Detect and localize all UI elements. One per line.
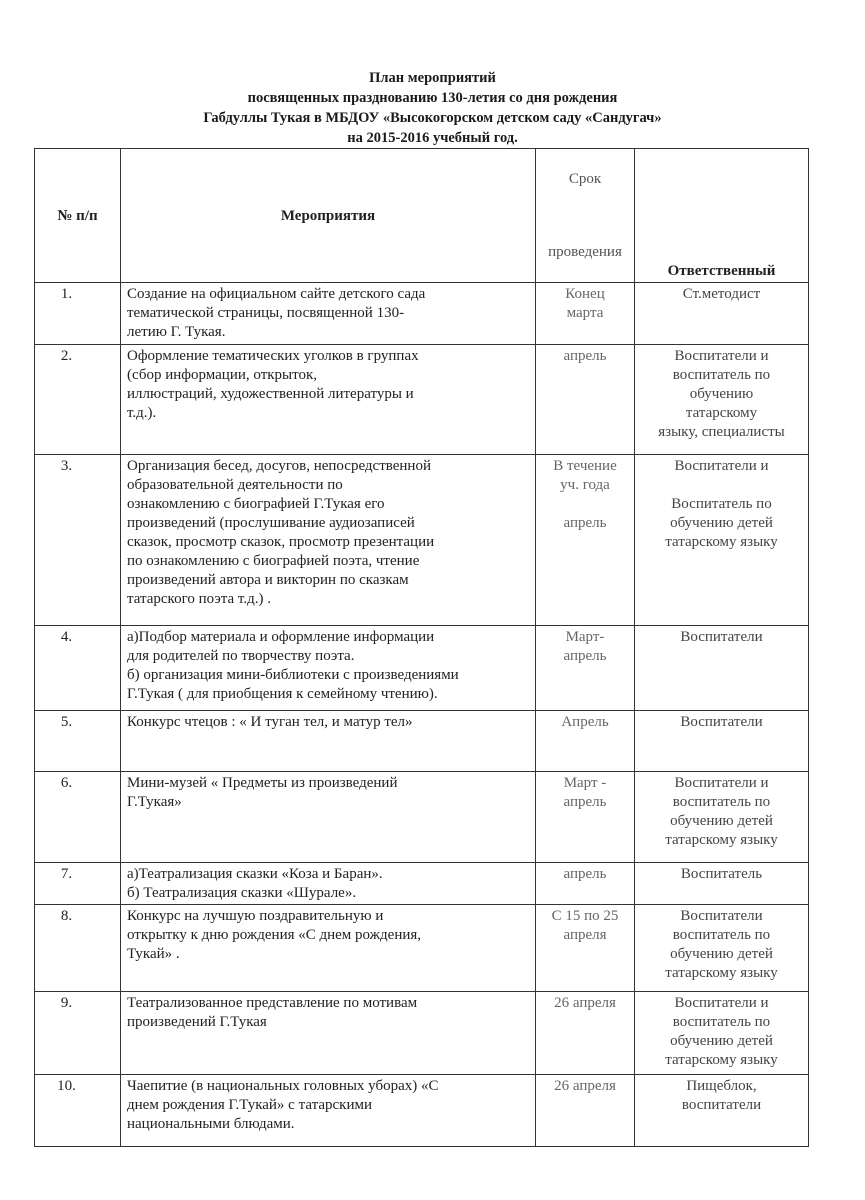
title-line-2: посвященных празднованию 130-летия со дня рождения: [247, 90, 618, 106]
table-row: [35, 992, 809, 1075]
table-row: [35, 1075, 809, 1147]
table-row: [35, 772, 809, 863]
row-term: Конец марта: [536, 283, 635, 345]
table-row: [35, 345, 809, 455]
table-row: [35, 863, 809, 905]
table-row: [35, 455, 809, 626]
row-term: Март - апрель: [536, 772, 635, 863]
row-event: Мини-музей « Предметы из произведений Г.Тукая»: [121, 772, 536, 863]
row-event: а)Подбор материала и оформление информации для родителей по творчеству поэта. б) организация мини-библиотеки с произведениями Г.Тукая ( для приобщения к семейному чтению).: [121, 626, 536, 711]
row-number: 1.: [35, 283, 121, 345]
header-term-bottom: проведения: [548, 244, 622, 260]
title-line-1: План мероприятий: [369, 70, 496, 86]
row-event: Оформление тематических уголков в группах (сбор информации, открыток, иллюстраций, художественной литературы и т.д.).: [121, 345, 536, 455]
row-number: 2.: [35, 345, 121, 455]
row-event: Организация бесед, досугов, непосредственной образовательной деятельности по ознакомлению с биографией Г.Тукая его произведений (прослушивание аудиозаписей сказок, просмотр сказок, просмотр презентации по ознакомлению с биографией поэта, чтение произведений автора и викторин по сказкам татарского поэта т.д.) .: [121, 455, 536, 626]
row-event: Конкурс на лучшую поздравительную и открытку к дню рождения «С днем рождения, Тукай» .: [121, 905, 536, 992]
row-responsible: Воспитатели: [635, 626, 809, 711]
row-number: 7.: [35, 863, 121, 905]
title-line-3: Габдуллы Тукая в МБДОУ «Высокогорском детском саду «Сандугач»: [203, 110, 662, 126]
row-responsible: Ст.методист: [635, 283, 809, 345]
row-responsible: Воспитатели и воспитатель по обучению татарскому языку, специалисты: [635, 345, 809, 455]
row-event: Чаепитие (в национальных головных уборах) «С днем рождения Г.Тукай» с татарскими национальными блюдами.: [121, 1075, 536, 1147]
row-term: Апрель: [536, 711, 635, 772]
table-row: [35, 626, 809, 711]
row-responsible: Пищеблок, воспитатели: [635, 1075, 809, 1147]
row-responsible: Воспитатели и воспитатель по обучению детей татарскому языку: [635, 992, 809, 1075]
row-term: 26 апреля: [536, 992, 635, 1075]
row-term: апрель: [536, 863, 635, 905]
table-row: [35, 711, 809, 772]
row-number: 6.: [35, 772, 121, 863]
row-number: 4.: [35, 626, 121, 711]
table-header-row: [35, 149, 809, 283]
document-title: [0, 68, 865, 148]
row-term: С 15 по 25 апреля: [536, 905, 635, 992]
header-responsible: Ответственный: [635, 149, 809, 283]
row-number: 10.: [35, 1075, 121, 1147]
row-event: Конкурс чтецов : « И туган тел, и матур тел»: [121, 711, 536, 772]
row-responsible: Воспитатель: [635, 863, 809, 905]
row-number: 5.: [35, 711, 121, 772]
table-row: [35, 905, 809, 992]
row-number: 9.: [35, 992, 121, 1075]
row-term: В течение уч. года апрель: [536, 455, 635, 626]
row-event: Театрализованное представление по мотивам произведений Г.Тукая: [121, 992, 536, 1075]
header-term-top: Срок: [568, 171, 602, 187]
row-responsible: Воспитатели: [635, 711, 809, 772]
row-responsible: Воспитатели и воспитатель по обучению детей татарскому языку: [635, 772, 809, 863]
header-num: № п/п: [35, 149, 121, 283]
row-term: апрель: [536, 345, 635, 455]
row-event: а)Театрализация сказки «Коза и Баран». б) Театрализация сказки «Шурале».: [121, 863, 536, 905]
row-event: Создание на официальном сайте детского сада тематической страницы, посвященной 130- летию Г. Тукая.: [121, 283, 536, 345]
header-event: Мероприятия: [121, 149, 536, 283]
row-term: Март- апрель: [536, 626, 635, 711]
title-line-4: на 2015-2016 учебный год.: [347, 130, 518, 146]
events-table: [34, 148, 809, 1147]
row-term: 26 апреля: [536, 1075, 635, 1147]
row-number: 3.: [35, 455, 121, 626]
row-responsible: Воспитатели и Воспитатель по обучению детей татарскому языку: [635, 455, 809, 626]
row-number: 8.: [35, 905, 121, 992]
table-row: [35, 283, 809, 345]
row-responsible: Воспитатели воспитатель по обучению детей татарскому языку: [635, 905, 809, 992]
header-term: [536, 149, 635, 283]
